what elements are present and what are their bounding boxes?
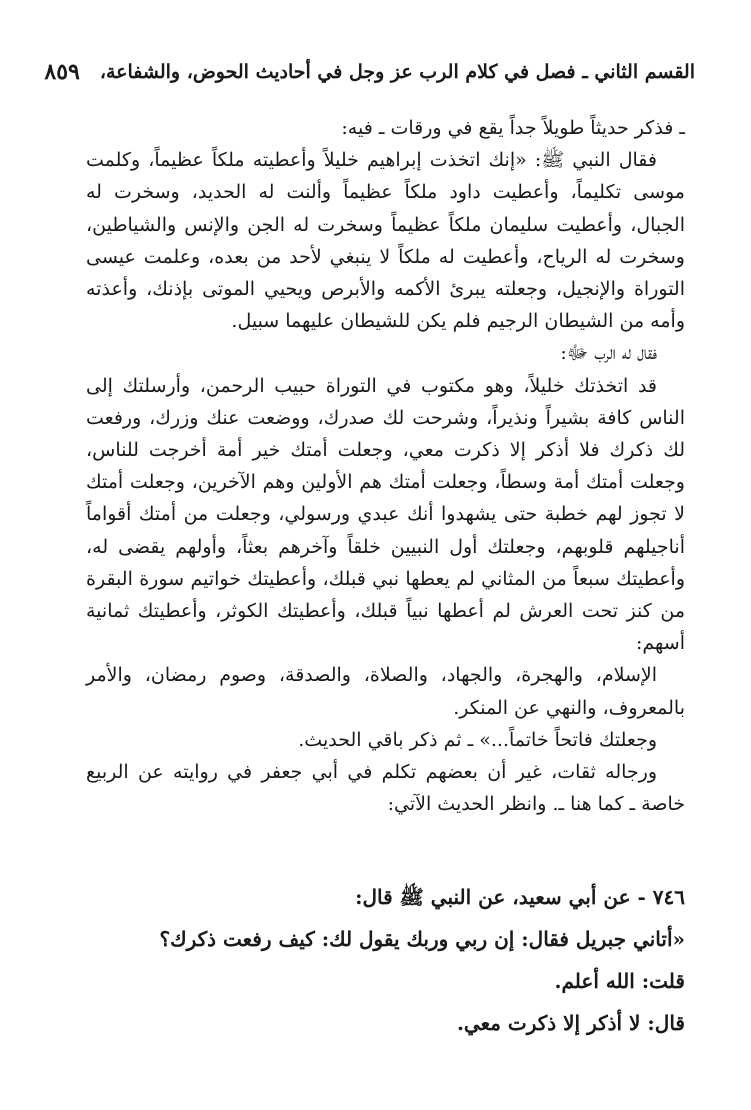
- header-title: القسم الثاني ـ فصل في كلام الرب عز وجل في أحاديث الحوض، والشفاعة،: [99, 61, 695, 83]
- paragraph-narrators-note: ورجاله ثقات، غير أن بعضهم تكلم في أبي جعفر في روايته عن الربيع خاصة ـ كما هنا ـ. وانظر الحديث الآتي:: [86, 761, 685, 816]
- paragraph-eight-shares: الإسلام، والهجرة، والجهاد، والصلاة، والصدقة، وصوم رمضان، والأمر بالمعروف، والنهي عن المنكر.: [86, 664, 685, 719]
- paragraph-prophet-speech: فقال النبي ﷺ: «إنك اتخذت إبراهيم خليلاً وأعطيته ملكاً عظيماً، وكلمت موسى تكليماً، وأعطيت داود ملكاً عظيماً وألنت له الحديد، وسخرت له الجبال، وأعطيت سليمان ملكاً عظيماً وسخرت له الجن والإنس والشياطين، وسخرت له الرياح، وأعطيت له ملكاً لا ينبغي لأحد من بعده، وعلمت عيسى التوراة والإنجيل، وجعلته يبرئ الأكمه والأبرص ويحيي الموتى بإذنك، وأعذته وأمه من الشيطان الرجيم فلم يكن للشيطان عليهما سبيل.: [86, 149, 685, 333]
- paragraph-lord-reply-intro: فقال له الرب ﷻ:: [560, 342, 657, 365]
- hadith-line: قال: لا أذكر إلا ذكرت معي.: [456, 1011, 685, 1035]
- main-text: [86, 112, 685, 820]
- paragraph-intro: ـ فذكر حديثاً طويلاً جداً يقع في ورقات ـ فيه:: [341, 117, 685, 139]
- running-header: [44, 52, 695, 92]
- hadith-heading: ٧٤٦ - عن أبي سعيد، عن النبي ﷺ قال:: [355, 885, 685, 909]
- paragraph-hadith-end: وجعلتك فاتحاً خاتماً...» ـ ثم ذكر باقي الحديث.: [298, 728, 657, 751]
- page-number: ٨٥٩: [44, 59, 80, 85]
- hadith-line: «أتاني جبريل فقال: إن ربي وربك يقول لك: كيف رفعت ذكرك؟: [159, 927, 685, 951]
- paragraph-lord-reply: قد اتخذتك خليلاً، وهو مكتوب في التوراة حبيب الرحمن، وأرسلتك إلى الناس كافة بشيراً ونذيراً، وشرحت لك صدرك، ووضعت عنك وزرك، ورفعت لك ذكرك فلا أذكر إلا ذكرت معي، وجعلت أمتك خير أمة أخرجت للناس، وجعلت أمتك أمة وسطاً، وجعلت أمتك هم الأولين وهم الآخرين، وجعلت أمتك لا تجوز لهم خطبة حتى يشهدوا أنك عبدي ورسولي، وجعلت من أمتك أقواماً أناجيلهم قلوبهم، وجعلتك أول النبيين خلقاً وآخرهم بعثاً، وأولهم يقضى له، وأعطيتك سبعاً من المثاني لم يعطها نبي قبلك، وأعطيتك خواتيم سورة البقرة من كنز تحت العرش لم أعطها نبياً قبلك، وأعطيتك الكوثر، وأعطيتك ثمانية أسهم:: [86, 374, 685, 655]
- hadith-line: قلت: الله أعلم.: [554, 969, 685, 993]
- hadith-746: [86, 876, 685, 1044]
